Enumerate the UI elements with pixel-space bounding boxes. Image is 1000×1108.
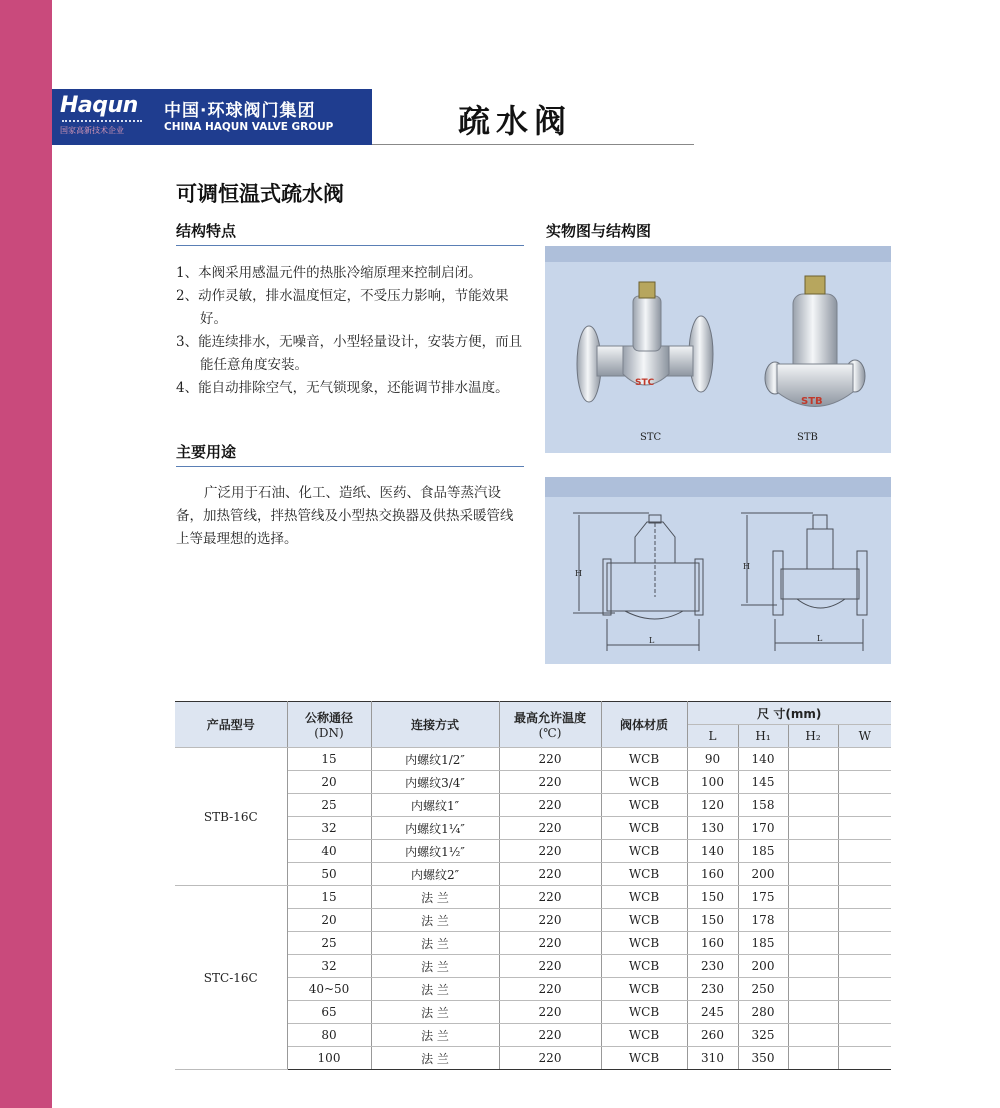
connection-cell: 法 兰 <box>371 932 499 955</box>
logo-tagline: 国家高新技术企业 <box>60 126 124 135</box>
l-cell: 245 <box>687 1001 738 1024</box>
stc-mark: STC <box>635 378 655 388</box>
l-cell: 150 <box>687 886 738 909</box>
connection-cell: 内螺纹1″ <box>371 794 499 817</box>
material-cell: WCB <box>601 1047 687 1070</box>
h1-cell: 170 <box>738 817 788 840</box>
dn-cell: 15 <box>287 748 371 771</box>
dn-cell: 50 <box>287 863 371 886</box>
w-cell <box>838 840 891 863</box>
w-cell <box>838 909 891 932</box>
connection-cell: 法 兰 <box>371 1001 499 1024</box>
h2-cell <box>788 771 838 794</box>
h1-cell: 280 <box>738 1001 788 1024</box>
model-cell: STB-16C <box>175 748 287 886</box>
temp-cell: 220 <box>499 794 601 817</box>
h2-cell <box>788 886 838 909</box>
product-title: 可调恒温式疏水阀 <box>176 182 344 206</box>
features-heading: 结构特点 <box>176 222 237 240</box>
l-cell: 310 <box>687 1047 738 1070</box>
l-cell: 100 <box>687 771 738 794</box>
material-cell: WCB <box>601 909 687 932</box>
dn-cell: 40 <box>287 840 371 863</box>
h2-cell <box>788 863 838 886</box>
stc-section-drawing <box>741 513 867 651</box>
temp-cell: 220 <box>499 1001 601 1024</box>
col-header-l: L <box>687 725 738 748</box>
features-list <box>176 262 532 400</box>
dn-cell: 20 <box>287 771 371 794</box>
table-row <box>175 886 891 909</box>
stb-section-drawing <box>573 513 703 651</box>
side-color-strip <box>0 0 52 1108</box>
l-cell: 120 <box>687 794 738 817</box>
col-header-dn-unit: (DN) <box>314 726 344 740</box>
l-cell: 230 <box>687 978 738 1001</box>
company-logo: Haqun <box>60 93 138 118</box>
usage-heading: 主要用途 <box>176 443 237 461</box>
l-cell: 90 <box>687 748 738 771</box>
col-header-temp-label: 最高允许温度 <box>513 711 586 725</box>
l-cell: 160 <box>687 863 738 886</box>
connection-cell: 内螺纹3/4″ <box>371 771 499 794</box>
h1-cell: 158 <box>738 794 788 817</box>
l-cell: 230 <box>687 955 738 978</box>
h1-cell: 250 <box>738 978 788 1001</box>
material-cell: WCB <box>601 932 687 955</box>
h2-cell <box>788 1024 838 1047</box>
temp-cell: 220 <box>499 909 601 932</box>
w-cell <box>838 748 891 771</box>
model-cell: STC-16C <box>175 886 287 1070</box>
stc-dim-l: L <box>817 634 823 643</box>
col-header-connection: 连接方式 <box>371 702 499 748</box>
material-cell: WCB <box>601 978 687 1001</box>
dn-cell: 65 <box>287 1001 371 1024</box>
connection-cell: 法 兰 <box>371 978 499 1001</box>
material-cell: WCB <box>601 955 687 978</box>
w-cell <box>838 863 891 886</box>
h2-cell <box>788 748 838 771</box>
photo-label-stc: STC <box>640 432 662 443</box>
h2-cell <box>788 932 838 955</box>
dn-cell: 20 <box>287 909 371 932</box>
material-cell: WCB <box>601 840 687 863</box>
col-header-dn <box>287 702 371 748</box>
h1-cell: 200 <box>738 955 788 978</box>
col-header-h2: H₂ <box>788 725 838 748</box>
material-cell: WCB <box>601 886 687 909</box>
h2-cell <box>788 817 838 840</box>
connection-cell: 内螺纹1/2″ <box>371 748 499 771</box>
col-header-material: 阀体材质 <box>601 702 687 748</box>
page-title: 疏水阀 <box>458 102 573 140</box>
material-cell: WCB <box>601 748 687 771</box>
connection-cell: 法 兰 <box>371 909 499 932</box>
temp-cell: 220 <box>499 1024 601 1047</box>
temp-cell: 220 <box>499 1047 601 1070</box>
h1-cell: 325 <box>738 1024 788 1047</box>
feature-item: 2、动作灵敏，排水温度恒定，不受压力影响，节能效果好。 <box>176 288 509 327</box>
connection-cell: 内螺纹2″ <box>371 863 499 886</box>
temp-cell: 220 <box>499 771 601 794</box>
col-header-dn-label: 公称通径 <box>304 711 353 725</box>
h2-cell <box>788 1047 838 1070</box>
h2-cell <box>788 794 838 817</box>
dn-cell: 15 <box>287 886 371 909</box>
dn-cell: 32 <box>287 955 371 978</box>
temp-cell: 220 <box>499 840 601 863</box>
col-header-model: 产品型号 <box>175 702 287 748</box>
temp-cell: 220 <box>499 955 601 978</box>
h2-cell <box>788 840 838 863</box>
material-cell: WCB <box>601 817 687 840</box>
col-header-size: 尺 寸(mm) <box>687 702 891 725</box>
h2-cell <box>788 978 838 1001</box>
connection-cell: 内螺纹1½″ <box>371 840 499 863</box>
stc-valve-photo <box>577 282 713 402</box>
temp-cell: 220 <box>499 886 601 909</box>
temp-cell: 220 <box>499 817 601 840</box>
brand-banner <box>52 89 372 145</box>
h2-cell <box>788 909 838 932</box>
material-cell: WCB <box>601 863 687 886</box>
stb-mark: STB <box>801 396 823 407</box>
temp-cell: 220 <box>499 932 601 955</box>
dn-cell: 80 <box>287 1024 371 1047</box>
w-cell <box>838 1001 891 1024</box>
features-rule <box>176 245 524 246</box>
structure-drawings <box>545 477 891 664</box>
h1-cell: 140 <box>738 748 788 771</box>
company-name-cn: 中国·环球阀门集团 <box>164 101 316 121</box>
stb-valve-photo <box>765 276 865 407</box>
stc-dim-h: H <box>743 562 750 571</box>
w-cell <box>838 1047 891 1070</box>
product-photo-panel <box>545 246 891 453</box>
feature-item: 3、能连续排水，无噪音，小型轻量设计，安装方便，而且能任意角度安装。 <box>176 334 523 373</box>
w-cell <box>838 817 891 840</box>
dn-cell: 25 <box>287 932 371 955</box>
col-header-temp <box>499 702 601 748</box>
h2-cell <box>788 955 838 978</box>
col-header-h1: H₁ <box>738 725 788 748</box>
stb-dim-h: H <box>575 569 582 578</box>
usage-rule <box>176 466 524 467</box>
connection-cell: 法 兰 <box>371 955 499 978</box>
structure-drawing-panel <box>545 477 891 664</box>
table-row <box>175 748 891 771</box>
l-cell: 140 <box>687 840 738 863</box>
logo-divider <box>62 120 142 122</box>
w-cell <box>838 771 891 794</box>
feature-item: 1、本阀采用感温元件的热胀冷缩原理来控制启闭。 <box>176 265 482 281</box>
col-header-w: W <box>838 725 891 748</box>
connection-cell: 法 兰 <box>371 1047 499 1070</box>
h2-cell <box>788 1001 838 1024</box>
w-cell <box>838 794 891 817</box>
usage-text: 广泛用于石油、化工、造纸、医药、食品等蒸汽设备，加热管线，拌热管线及小型热交换器及供热采暖管线上等最理想的选择。 <box>176 485 514 547</box>
l-cell: 260 <box>687 1024 738 1047</box>
dn-cell: 25 <box>287 794 371 817</box>
l-cell: 130 <box>687 817 738 840</box>
h1-cell: 178 <box>738 909 788 932</box>
connection-cell: 内螺纹1¼″ <box>371 817 499 840</box>
w-cell <box>838 932 891 955</box>
valve-photos <box>545 246 891 453</box>
col-header-temp-unit: (℃) <box>538 726 562 740</box>
material-cell: WCB <box>601 771 687 794</box>
spec-table-body <box>175 748 891 1070</box>
feature-item: 4、能自动排除空气，无气锁现象，还能调节排水温度。 <box>176 380 509 396</box>
temp-cell: 220 <box>499 748 601 771</box>
w-cell <box>838 955 891 978</box>
connection-cell: 法 兰 <box>371 886 499 909</box>
photo-label-stb: STB <box>797 432 818 443</box>
w-cell <box>838 1024 891 1047</box>
dn-cell: 32 <box>287 817 371 840</box>
l-cell: 160 <box>687 932 738 955</box>
w-cell <box>838 978 891 1001</box>
material-cell: WCB <box>601 794 687 817</box>
l-cell: 150 <box>687 909 738 932</box>
dn-cell: 40~50 <box>287 978 371 1001</box>
spec-table <box>175 701 891 1070</box>
stb-dim-l: L <box>649 636 655 645</box>
material-cell: WCB <box>601 1001 687 1024</box>
figures-heading: 实物图与结构图 <box>546 222 652 240</box>
company-name-en: CHINA HAQUN VALVE GROUP <box>164 121 334 133</box>
h1-cell: 145 <box>738 771 788 794</box>
w-cell <box>838 886 891 909</box>
connection-cell: 法 兰 <box>371 1024 499 1047</box>
h1-cell: 185 <box>738 840 788 863</box>
temp-cell: 220 <box>499 863 601 886</box>
dn-cell: 100 <box>287 1047 371 1070</box>
temp-cell: 220 <box>499 978 601 1001</box>
h1-cell: 200 <box>738 863 788 886</box>
h1-cell: 350 <box>738 1047 788 1070</box>
h1-cell: 175 <box>738 886 788 909</box>
header-rule <box>372 144 694 145</box>
h1-cell: 185 <box>738 932 788 955</box>
material-cell: WCB <box>601 1024 687 1047</box>
